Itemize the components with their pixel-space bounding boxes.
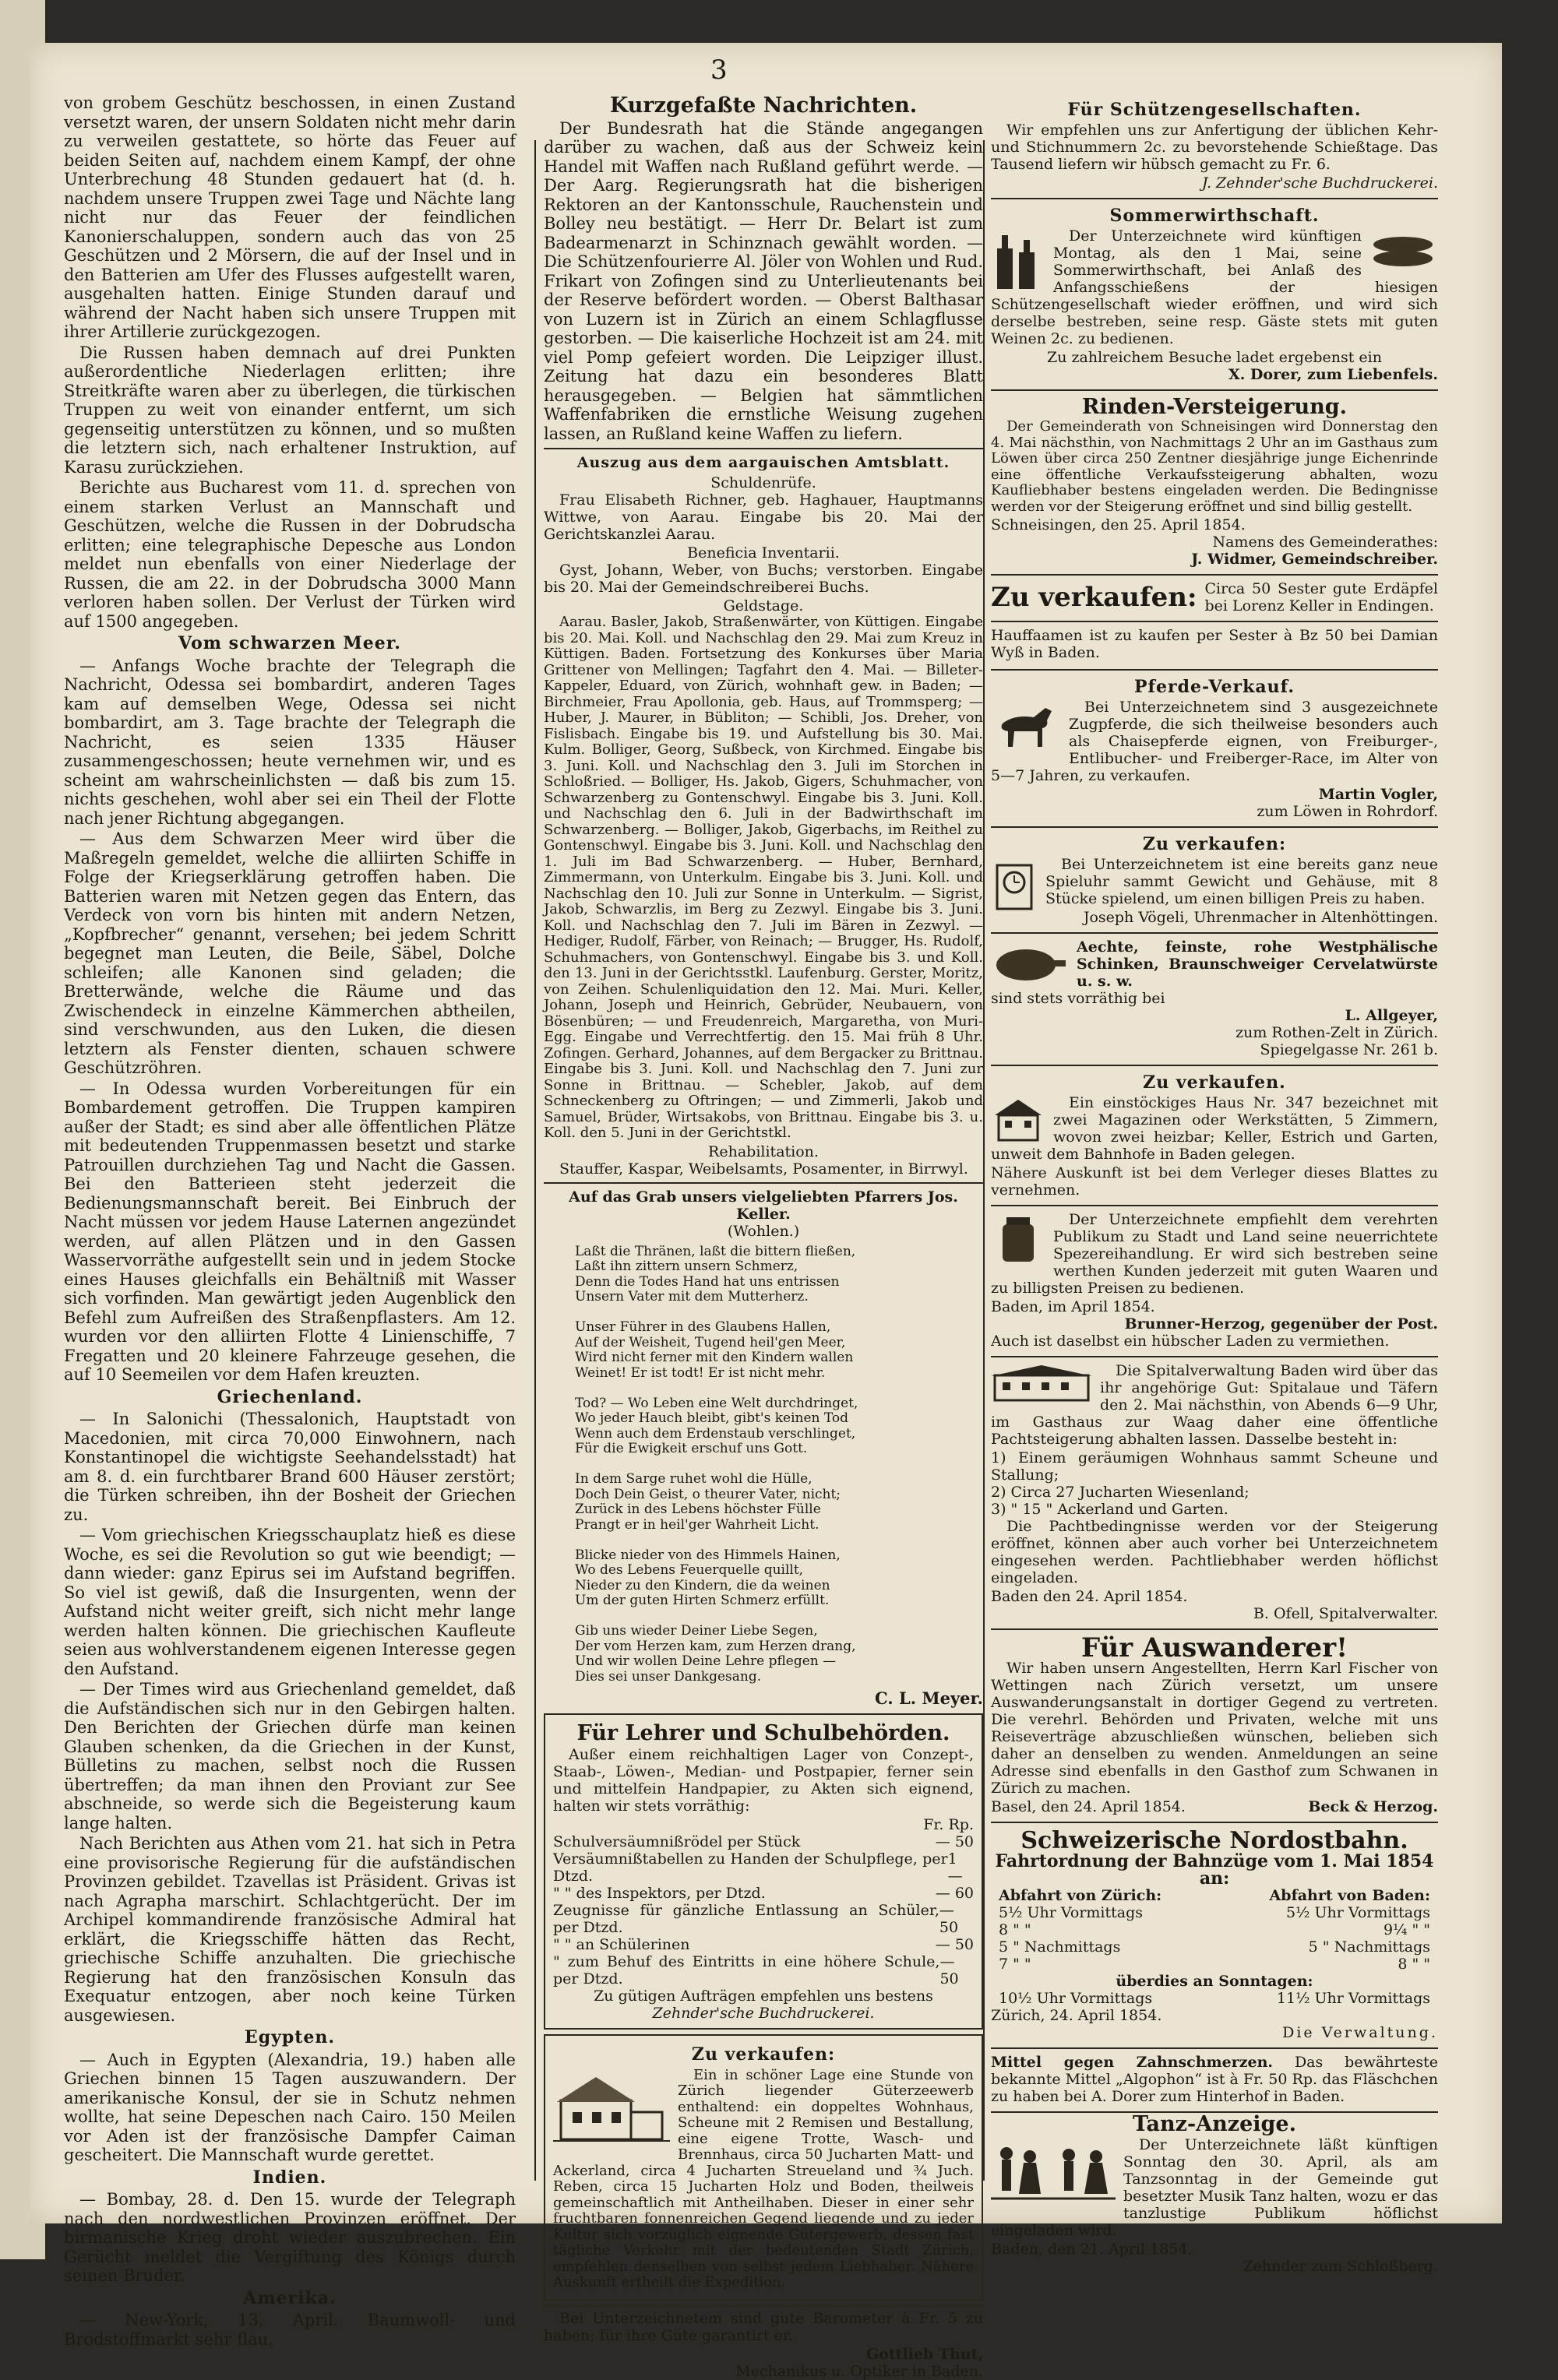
ad-summer-tavern (991, 199, 1438, 391)
ad-signature: Gottlieb Thut, (865, 2345, 983, 2363)
subheading: Geldstage. (723, 597, 804, 614)
ad-text: Der Unterzeichnete empfiehlt dem verehrten Publikum zu Stadt und Land seine neuerrichtete Spezereihandlung. Er wird sich bestreben seine werthen Kunden jederzeit mit guten Waaren und zu billigsten Preisen zu bedienen. (991, 1211, 1438, 1297)
ad-heading: Für Auswanderer! (1080, 1632, 1348, 1664)
notice-paragraph: Frau Elisabeth Richner, geb. Haghauer, Hauptmanns Wittwe, von Aarau. Eingabe bis 20. Mai der Gerichtskanzlei Aarau. (544, 491, 983, 543)
ad-bark-auction (991, 391, 1438, 576)
price-row: " " an Schülerinen — 50 (553, 1936, 974, 1953)
ad-railway-timetable (991, 1823, 1438, 2049)
ad-footer: Nähere Auskunft ist bei dem Verleger dieses Blattes zu vernehmen. (991, 1164, 1438, 1199)
ad-heading: Zu verkaufen. (1143, 1072, 1286, 1093)
ad-signature-line: zum Rothen-Zelt in Zürich. (1235, 1024, 1438, 1041)
ad-text: Bei Unterzeichnetem sind gute Barometer à Fr. 5 zu haben; für ihre Güte garantirt er. (544, 2309, 983, 2344)
ad-date: Baden, im April 1854. (991, 1298, 1155, 1315)
price-row: Versäumnißtabellen zu Handen der Schulpflege, per Dtzd. 1 — (553, 1850, 963, 1885)
news-paragraph: — Der Times wird aus Griechenland gemeldet, daß die Aufständischen sich nur in den Gebirgen halten. Den Berichten der Griechen dürfe man keinen Glauben schenken, da die Griechen in der Kunst, Bülletins zu machen, selbst noch die Russen übertreffen; da man ihnen den Proviant zur See abschneide, so werde sich die Begeisterung kaum lange halten. (64, 1680, 516, 1833)
section-heading: Egypten. (244, 2027, 336, 2047)
jar-icon (991, 1213, 1045, 1267)
news-paragraph: — Bombay, 28. d. Den 15. wurde der Telegraph nach den nordwestlichen Provinzen eröffnet. Der birmanische Krieg droht wieder auszubrechen. Ein Gerücht meldet die Vergiftung des Königs durch seinen Bruder. (64, 2190, 516, 2285)
lease-item: 2) Circa 27 Jucharten Wiesenland; (991, 1484, 1250, 1501)
lease-item: 3) " 15 " Ackerland und Garten. (991, 1501, 1228, 1518)
ad-signature-line: Mechanikus u. Optiker in Baden. (735, 2362, 983, 2380)
timetable-col-left: Abfahrt von Zürich: (999, 1887, 1162, 1904)
subheading: Beneficia Inventarii. (687, 544, 840, 562)
column-rule-2 (983, 140, 985, 2181)
ad-heading: Aechte, feinste, rohe Westphälische Schinken, Braunschweiger Cervelatwürste u. s. w. (1077, 938, 1438, 990)
ad-text: sind stets vorräthig bei (991, 990, 1165, 1007)
divider (544, 1182, 983, 1184)
column-rule-1 (534, 140, 536, 2181)
price-row: Schulversäumnißrödel per Stück — 50 (553, 1833, 974, 1850)
ad-heading: Rinden-Versteigerung. (1081, 395, 1348, 419)
column-news (64, 93, 516, 2350)
ad-text: Ein einstöckiges Haus Nr. 347 bezeichnet mit zwei Magazinen oder Werkstätten, 5 Zimmern, wovon zwei heizbar; Keller, Estrich und Garten, unweit dem Bahnhofe in Baden gelegen. (991, 1094, 1438, 1163)
horse-icon (991, 700, 1061, 755)
section-heading: Amerika. (243, 2287, 337, 2308)
timetable-row: 7 " " 8 " " (999, 1956, 1430, 1973)
ad-footer-row (991, 1798, 1438, 1815)
ad-signature: L. Allgeyer, (1345, 1007, 1438, 1024)
timetable-header (991, 1887, 1438, 1904)
ad-horse-sale (991, 671, 1438, 828)
column-middle (544, 93, 983, 2380)
news-paragraph: — Auch in Egypten (Alexandria, 19.) haben alle Griechen binnen 15 Tagen auszuwandern. Der amerikanische Konsul, der sie in Schutz nehmen wollte, hat seine Depeschen nach Cairo. 150 Meilen vor Aden ist der französische Dampfer Caiman gescheitert. Die Mannschaft wurde gerettet. (64, 2050, 516, 2164)
sausages-icon (1368, 227, 1438, 274)
ad-text: Ein in schöner Lage eine Stunde von Zürich liegender Güterzeewerb enthaltend: ein doppeltes Wohnhaus, Scheune mit 2 Remisen und Bestallung, eine eigene Trotte, Wasch- und Brennhaus, circa 50 Jucharten Matt- und Ackerland, circa 4 Jucharten Streueland und ¾ Juch. Reben, circa 15 Jucharten Holz und Boden, theilweis gemeinschaftlich mit Antheilhaben. Dieser in einer sehr fruchtbaren fonnenreichen Gegend liegende und zu jeder Kultur sich vorzüglich eignende Gütergewerb, dessen fast tägliche Verkehr mit der bedeutenden Stadt Zürich, empfehlen denselben von selbst jedem Liebhaber. Nähere Auskunft ertheilt die Expedition. (553, 2066, 974, 2290)
ad-toothache (991, 2049, 1438, 2113)
lease-item: 1) Einem geräumigen Wohnhaus sammt Scheune und Stallung; (991, 1449, 1438, 1484)
news-paragraph: Nach Berichten aus Athen vom 21. hat sich in Petra eine provisorische Regierung für die aufständischen Provinzen gebildet. Tzavellas ist Präsident. Grivas ist nach Agrapha marschirt. Schlachtgerücht. Der im Archipel kommandirende französische Admiral hat erklärt, die Kriegsschiffe hätten das Recht, griechische Schiffe anzuhalten. Die griechische Regierung hat den französischen Konsuln das Exequatur entzogen, aber noch keine Türken ausgewiesen. (64, 1834, 516, 2025)
ad-barometer (544, 2305, 983, 2380)
ad-text: Hauffaamen ist zu kaufen per Sester à Bz 50 bei Damian Wyß in Baden. (991, 627, 1438, 661)
ad-signature-line: Namens des Gemeinderathes: (1212, 533, 1438, 551)
ad-signature: Die Verwaltung. (1282, 2024, 1438, 2041)
timetable-row: 10½ Uhr Vormittags 11½ Uhr Vormittags (999, 1990, 1430, 2007)
ad-text: Der Unterzeichnete läßt künftigen Sonntag den 30. April, als am Tanzsonntag in der Gemeinde gut besetzter Musik Tanz halten, wozu er das tanzlustige Publikum höflichst eingeladen wird. (991, 2136, 1438, 2239)
ad-date: Baden, den 21. April 1854. (991, 2241, 1193, 2258)
ad-property-sale (544, 2034, 983, 2301)
ad-heading: Für Lehrer und Schulbehörden. (576, 1720, 950, 1745)
poem-signature: C. L. Meyer. (875, 1688, 983, 1708)
ad-emigrants (991, 1630, 1438, 1823)
ad-heading: Zu verkaufen: (1142, 834, 1287, 854)
news-paragraph: Der Bundesrath hat die Stände angegangen darüber zu wachen, daß aus der Schweiz kein Handel mit Waffen nach Rußland geführt werde. — Der Aarg. Regierungsrath hat die bisherigen Rektoren an der Kantonsschule, Rauchenstein und Bolley neu bestätigt. — Herr Dr. Belart ist zum Badearmenarzt in Schinznach gewählt worden. — Die Schützenfourierre Al. Jöler von Wohlen und Rud. Frikart von Zofingen sind zu Unterlieutenants bei der Reserve befördert worden. — Oberst Balthasar von Luzern ist in Zürich an einem Schlagflusse gestorben. — Die kaiserliche Hochzeit ist am 24. mit viel Pomp gefeiert worden. Die Leipziger illust. Zeitung hat dazu ein besonderes Blatt herausgegeben. — Belgien hat sämmtlichen Waffenfabriken die ernstliche Weisung zugehen lassen, an Rußland keine Waffen zu liefern. (544, 118, 983, 443)
ad-signature-line: Spiegelgasse Nr. 261 b. (1260, 1041, 1438, 1058)
section-heading: Vom schwarzen Meer. (178, 633, 401, 653)
ad-signature: Martin Vogler, (1318, 786, 1438, 803)
ad-signature: Zehnder zum Schloßberg. (1243, 2258, 1438, 2275)
price-unit: Fr. Rp. (923, 1816, 974, 1833)
ad-date: Schneisingen, den 25. April 1854. (991, 516, 1246, 533)
subheading: Rehabilitation. (708, 1142, 819, 1160)
ad-date: Baden den 24. April 1854. (991, 1588, 1188, 1605)
ad-text: Wir empfehlen uns zur Anfertigung der üblichen Kehr- und Stichnummern 2c. zu bevorstehende Schießtage. Das Tausend liefern wir hübsch gemacht zu Fr. 6. (991, 121, 1438, 173)
house-icon (991, 1096, 1045, 1142)
column-ads (991, 93, 1438, 2275)
ad-dance (991, 2112, 1438, 2275)
ad-footer: Zu gütigen Aufträgen empfehlen uns bestens (594, 1987, 933, 2005)
ad-house-sale (991, 1066, 1438, 1206)
ham-icon (991, 940, 1069, 987)
ad-heading: Mittel gegen Zahnschmerzen. (991, 2054, 1274, 2071)
price-row: Zeugnisse für gänzliche Entlassung an Schüler, per Dtzd. — 50 (553, 1902, 959, 1936)
clock-icon (991, 857, 1038, 912)
timetable-row: 5 " Nachmittags 5 " Nachmittags (999, 1938, 1430, 1956)
ad-footer: Zu zahlreichem Besuche ladet ergebenst ein (1047, 349, 1382, 366)
ad-music-clock (991, 828, 1438, 934)
ad-ham (991, 934, 1438, 1066)
page-number: 3 (710, 55, 728, 86)
ad-signature: J. Zehnder'sche Buchdruckerei. (1201, 174, 1438, 192)
ad-text: Die Spitalverwaltung Baden wird über das ihr angehörige Gut: Spitalaue und Täfern den 2. Mai nächsthin, von Abends 6—9 Uhr, im Gasthaus zur Waag daher eine öffentliche Pachtsteigerung abhalten lassen. Dasselbe besteht in: (991, 1362, 1438, 1448)
ad-date: Zürich, 24. April 1854. (991, 2007, 1162, 2024)
poem-place: (Wohlen.) (727, 1222, 800, 1240)
ad-signature-line: zum Löwen in Rohrdorf. (1257, 803, 1438, 820)
ad-text: Der Gemeinderath von Schneisingen wird Donnerstag den 4. Mai nächsthin, von Nachmittags 2 Uhr an im Gasthaus zum Löwen über circa 250 Zentner diesjährige junge Eichenrinde eine öffentliche Verkaufssteigerung abhalten, wozu Kaufliebhaber bestens eingeladen werden. Die Bedingnisse werden vor der Steigerung eröffnet und sind billig gestellt. (991, 418, 1438, 515)
ad-hospital-lease (991, 1357, 1438, 1630)
ad-heading: Zu verkaufen: (991, 582, 1197, 613)
divider (544, 448, 983, 449)
ad-signature: J. Widmer, Gemeindschreiber. (1191, 551, 1438, 568)
news-paragraph: Berichte aus Bucharest vom 11. d. sprechen von einem starken Verlust an Mannschaft und Geschützen, welche die Russen in der Dobrudscha erlitten; eine telegraphische Depesche aus London meldet nun ebenfalls von einer Niederlage der Russen, die am 22. in der Dobrudscha 3000 Mann verloren haben sollen. Der Verlust der Türken wird auf 1500 angegeben. (64, 478, 516, 631)
ad-text: Außer einem reichhaltigen Lager von Conzept-, Staab-, Löwen-, Median- und Postpapier, ferner sein und mittelfein Handpapier, zu Akten sich eignend, halten wir stets vorräthig: (553, 1746, 974, 1815)
farmhouse-illustration-icon (553, 2069, 670, 2147)
ad-signature: Joseph Vögeli, Uhrenmacher in Altenhöttingen. (1083, 909, 1438, 926)
ad-heading: Sommerwirthschaft. (1109, 206, 1320, 226)
news-paragraph: — Anfangs Woche brachte der Telegraph die Nachricht, Odessa sei bombardirt, anderen Tages kam auf demselben Wege, Odessa sei nicht bombardirt, am 3. Tage brachte der Telegraph die Nachricht, es seien 1335 Häuser zusammengeschossen; heute vernehmen wir, und es scheint am wahrscheinlichsten — daß bis zum 15. nichts geschehen, wohl aber sei ein Theil der Flotte nach jener Richtung abgegangen. (64, 656, 516, 828)
price-row: " " des Inspektors, per Dtzd. — 60 (553, 1885, 974, 1902)
news-paragraph: von grobem Geschütz beschossen, in einen Zustand versetzt waren, der unsern Soldaten nicht mehr darin zu verweilen gestattete, so hörte das Feuer auf beiden Seiten auf, nachdem einem Kampf, der ohne Unterbrechung 48 Stunden gedauert hat (d. h. nachdem unsere Truppen zwei Tage und Nächte lang nicht nur das Feuer der feindlichen Kanonierschaluppen, sondern auch das von 25 Geschützen und 2 Mörsern, die auf der Insel und in den Batterien am Ufer des Flusses aufgestellt waren, ausgehalten hatten. Einige Stunden darauf und während der Nacht haben sich unsere Truppen mit ihrer Artillerie zurückgezogen. (64, 93, 516, 341)
notice-paragraph: Aarau. Basler, Jakob, Straßenwärter, von Küttigen. Eingabe bis 20. Mai. Koll. und Nachschlag den 29. Mai zum Kreuz in Küttigen. Baden. Fortsetzung des Konkurses über Maria Grittener von Mellingen; Tagfahrt den 4. Mai. — Billeter-Kappeler, Eduard, von Zürich, wohnhaft gew. in Baden; — Birchmeier, Frau Apollonia, geb. Haus, auf Trommsperg; — Huber, J. Maurer, in Bübliton; — Schibli, Jos. Dreher, von Fislisbach. Eingabe bis 19. und Aufstellung bis 30. Mai. Kulm. Bolliger, Georg, Sußbeck, von Kirchmed. Eingabe bis 3. Juni. Koll. und Nachschlag den 3. Juli im Storchen in Schloßried. — Bolliger, Hs. Jakob, Gigers, Schuhmacher, von Schwarzenberg zu Gontenschwyl. Eingabe bis 3. Juni. Koll. und Nachschlag den 6. Juli in der Badwirthschaft im Schwarzenberg. — Bolliger, Jakob, Gigerbachs, im Reithel zu Gontenschwyl. Eingabe bis 3. Juni. Koll. und Nachschlag den 1. Juli im Bad Schwarzenberg. — Huber, Bernhard, Zimmermann, von Unterkulm. Eingabe bis 3. Juni. Koll. und Nachschlag den 10. Juli zur Sonne in Unterkulm. — Sigrist, Jakob, Schwarzlis, im Berg zu Zezwyl. Eingabe bis 3. Juni. Koll. und Nachschlag den 7. Juli im Bären in Zezwyl. — Hediger, Rudolf, Färber, von Reinach; — Brugger, Hs. Rudolf, Schuhmachers, von Gontenschwyl. Eingabe bis 3. und Koll. den 13. Juni in der Gerichtsstkl. Laufenburg. Gerster, Moritz, von Zeihen. Schulenliquidation den 12. Mai. Muri. Keller, Johann, Joseph und Heinrich, Gebrüder, Neubauern, von Bösenbüren; — und Freudenreich, Margaretha, von Muri-Egg. Eingabe und Verrechtfertig. den 15. Mai früh 8 Uhr. Zofingen. Gerhard, Johannes, auf dem Bergacker zu Brittnau. Eingabe bis 3. Juni. Koll. und Nachschlag den 7. Juni zur Sonne in Brittnau. — Schebler, Jakob, auf dem Schneckenberg zu Oftringen; — und Zimmerli, Jakob und Samuel, Brüder, Wirtsakobs, von Brittnau. Eingabe bis 3. u. Koll. den 5. Juni in der Gerichtstkl. (544, 614, 983, 1141)
ad-heading: Tanz-Anzeige. (1133, 2112, 1296, 2136)
timetable-subtitle: Fahrtordnung der Bahnzüge vom 1. Mai 1854 an: (995, 1851, 1434, 1889)
ad-teachers (544, 1713, 983, 2030)
timetable-row: 8 " " 9¼ " " (999, 1921, 1430, 1938)
ad-potatoes (991, 576, 1438, 622)
ad-text: Wir haben unsern Angestellten, Herrn Karl Fischer von Wettingen nach Zürich versetzt, um unsere Auswanderungsanstalt in dortiger Gegend zu vertreten. Die verehrl. Behörden und Privaten, welche mit uns Reiseverträge abzuschließen wünschen, belieben sich daher an denselben zu wenden. Anmeldungen an seine Adresse sind ebenfalls in den Gasthof zum Schwanen in Zürich zu machen. (991, 1660, 1438, 1797)
price-row: " zum Behuf des Eintritts in eine höhere Schule, per Dtzd. — 50 (553, 1953, 959, 1987)
poem-title: Auf das Grab unsers vielgeliebten Pfarrers Jos. Keller. (569, 1188, 958, 1223)
timetable-col-right: Abfahrt von Baden: (1269, 1887, 1430, 1904)
ad-heading: Schweizerische Nordostbahn. (1020, 1827, 1408, 1854)
news-paragraph: — In Salonichi (Thessalonich, Hauptstadt von Macedonien, mit circa 70,000 Einwohnern, nach Konstantinopel die wichtigste Seehandelsstadt) hat am 8. d. ein furchtbarer Brand 600 Häuser zerstört; die Türken schreiben, ihn der Bosheit der Griechen zu. (64, 1410, 516, 1524)
timetable-sunday: überdies an Sonntagen: (1116, 1973, 1313, 1990)
section-heading: Auszug aus dem aargauischen Amtsblatt. (576, 454, 950, 471)
ad-date: Basel, den 24. April 1854. (991, 1798, 1186, 1815)
ad-signature: Beck & Herzog. (1308, 1798, 1438, 1815)
ad-text: Der Unterzeichnete wird künftigen Montag, als den 1 Mai, seine Sommerwirthschaft, bei Anlaß des Anfangsschießens der hiesigen Schützengesellschaft wieder eröffnen, und wird sich derselbe bestreben, seine resp. Gäste stets mit guten Weinen 2c. zu bedienen. (991, 227, 1438, 347)
ad-heading: Für Schützengesellschaften. (1067, 100, 1362, 120)
notice-paragraph: Gyst, Johann, Weber, von Buchs; verstorben. Eingabe bis 20. Mai der Gemeindschreiberei Buchs. (544, 562, 983, 596)
timetable-row: 5½ Uhr Vormittags 5½ Uhr Vormittags (999, 1904, 1430, 1921)
ad-shooting-clubs (991, 93, 1438, 199)
news-paragraph: — In Odessa wurden Vorbereitungen für ein Bombardement getroffen. Die Truppen kampiren außer der Stadt; es sind aber alle öffentlichen Plätze mit bedeutenden Truppenmassen besetzt und starke Patrouillen durchziehen Tag und Nacht die Gassen. Bei den Batterieen steht jederzeit die Bedienungsmannschaft bereit. Bei Einbruch der Nacht müssen vor jedem Hause Laternen angezündet werden, auf allen Plätzen und in den Gassen Wasservorräthe aufgestellt sein und in jedem Stocke eines Hauses gleichfalls ein Behältniß mit Wasser sich vorfinden. Man gewärtigt jeden Augenblick den Befehl zum Aufreißen des Straßenpflasters. Am 12. wurden vor den alliirten Flotte 4 Linienschiffe, 7 Fregatten und 20 kleinere Fahrzeuge gesehen, die auf 10 Seemeilen vor dem Hafen kreuzten. (64, 1079, 516, 1384)
price-list (553, 1833, 974, 1987)
poem-text: Laßt die Thränen, laßt die bittern fließen, Laßt ihn zittern unsern Schmerz, Denn die Todes Hand hat uns entrissen Unsern Vater mit dem Mutterherz. Unser Führer in des Glaubens Hallen, Auf der Weisheit, Tugend heil'gen Meer, Wird nicht ferner mit den Kindern wallen Weinet! Er ist todt! Er ist nicht mehr. Tod? — Wo Leben eine Welt durchdringet, Wo jeder Hauch bleibt, gibt's keinen Tod Wenn auch dem Erdenstaub verschlinget, Für die Ewigkeit erschuf uns Gott. In dem Sarge ruhet wohl die Hülle, Doch Dein Geist, o theurer Vater, nicht; Zurück in des Lebens höchster Fülle Prangt er in heil'ger Wahrheit Licht. Blicke nieder von des Himmels Hainen, Wo des Lebens Feuerquelle quillt, Nieder zu den Kindern, die da weinen Um der guten Hirten Schmerz erfüllt. Gib uns wieder Deiner Liebe Segen, Der vom Herzen kam, zum Herzen drang, Und wir wollen Deine Lehre pflegen — Dies sei unser Dankgesang. (575, 1243, 858, 1685)
section-heading: Indien. (252, 2167, 327, 2188)
section-heading: Kurzgefaßte Nachrichten. (609, 93, 918, 118)
ad-hemp-seed (991, 622, 1438, 671)
ad-footer: Auch ist daselbst ein hübscher Laden zu vermiethen. (991, 1333, 1390, 1350)
news-paragraph: Die Russen haben demnach auf drei Punkten außerordentliche Niederlagen erlitten; ihre Streitkräfte waren aber zu überlegen, die türkischen Truppen zu weit von einander entfernt, um sich gegenseitig unterstützen zu können, und so mußten die letztern sich, nach erhaltener Instruktion, auf Karasu zurückziehen. (64, 343, 516, 477)
news-paragraph: — Aus dem Schwarzen Meer wird über die Maßregeln gemeldet, welche die alliirten Schiffe in Folge der Kriegserklärung getroffen haben. Die Batterien waren mit Netzen gegen das Entern, das Verdeck von vorn bis hinten mit andern Netzen, „Kopfbrecher“ genannt, versehen; bei jedem Schritt begegnet man Leuten, die Beile, Säbel, Dolche schleifen; alle Kanonen sind geladen; die Bretterwände, welche die Räume und das Zwischendeck in einzelne Kämmerchen abtheilen, sind verschwunden, aus den Luken, die diesen letztern als Fenster dienten, schauen schwere Geschützröhren. (64, 829, 516, 1077)
news-paragraph: — New-York, 13. April. Baumwoll- und Brodstoffmarkt sehr flau. (64, 2311, 516, 2349)
ad-heading: Pferde-Verkauf. (1134, 677, 1295, 697)
section-heading: Griechenland. (217, 1386, 363, 1407)
news-paragraph: — Vom griechischen Kriegsschauplatz hieß es diese Woche, es sei die Revolution so gut wie beendigt; — dann wieder: ganz Epirus sei im Aufstand begriffen. So viel ist gewiß, daß die Insurgenten, wenn der Aufstand nicht weiter greift, sich nicht mehr lange werden halten können. Die griechischen Kaufleute seien aus wohlverstandenem eigenen Interesse gegen den Aufstand. (64, 1526, 516, 1678)
ad-heading: Zu verkaufen: (691, 2044, 836, 2065)
building-icon (991, 1364, 1092, 1403)
dancers-illustration-icon (991, 2138, 1116, 2208)
ad-text: Bei Unterzeichnetem sind 3 ausgezeichnete Zugpferde, die sich theilweise besonders auch als Chaisepferde eignen, von Freiburger-, Entlibucher- und Freiberger-Race, im Alter von 5—7 Jahren, zu verkaufen. (991, 699, 1438, 784)
ad-signature: Zehnder'sche Buchdruckerei. (652, 2005, 875, 2022)
subheading: Schuldenrüfe. (710, 474, 816, 491)
ad-signature: X. Dorer, zum Liebenfels. (1228, 366, 1438, 383)
ad-grocery (991, 1206, 1438, 1357)
notice-paragraph: Stauffer, Kaspar, Weibelsamts, Posamenter, in Birrwyl. (559, 1160, 968, 1178)
ad-signature: Brunner-Herzog, gegenüber der Post. (1124, 1315, 1438, 1333)
ad-text: Bei Unterzeichnetem ist eine bereits ganz neue Spieluhr sammt Gewicht und Gehäuse, mit 8 Stücke spielend, um einen billigen Preis zu haben. (1045, 856, 1438, 907)
ad-signature: B. Ofell, Spitalverwalter. (1253, 1605, 1438, 1622)
wine-bottles-icon (991, 229, 1045, 291)
ad-text: Circa 50 Sester gute Erdäpfel bei Lorenz Keller in Endingen. (1204, 580, 1438, 614)
ad-text: Das bewährteste bekannte Mittel „Algophon“ ist à Fr. 50 Rp. das Fläschchen zu haben bei A. Dorer zum Hinterhof in Baden. (991, 2054, 1438, 2105)
ad-text: Die Pachtbedingnisse werden vor der Steigerung eröffnet, können aber auch vorher bei Unterzeichnetem eingesehen werden. Pachtliebhaber werden höflichst eingeladen. (991, 1518, 1438, 1586)
